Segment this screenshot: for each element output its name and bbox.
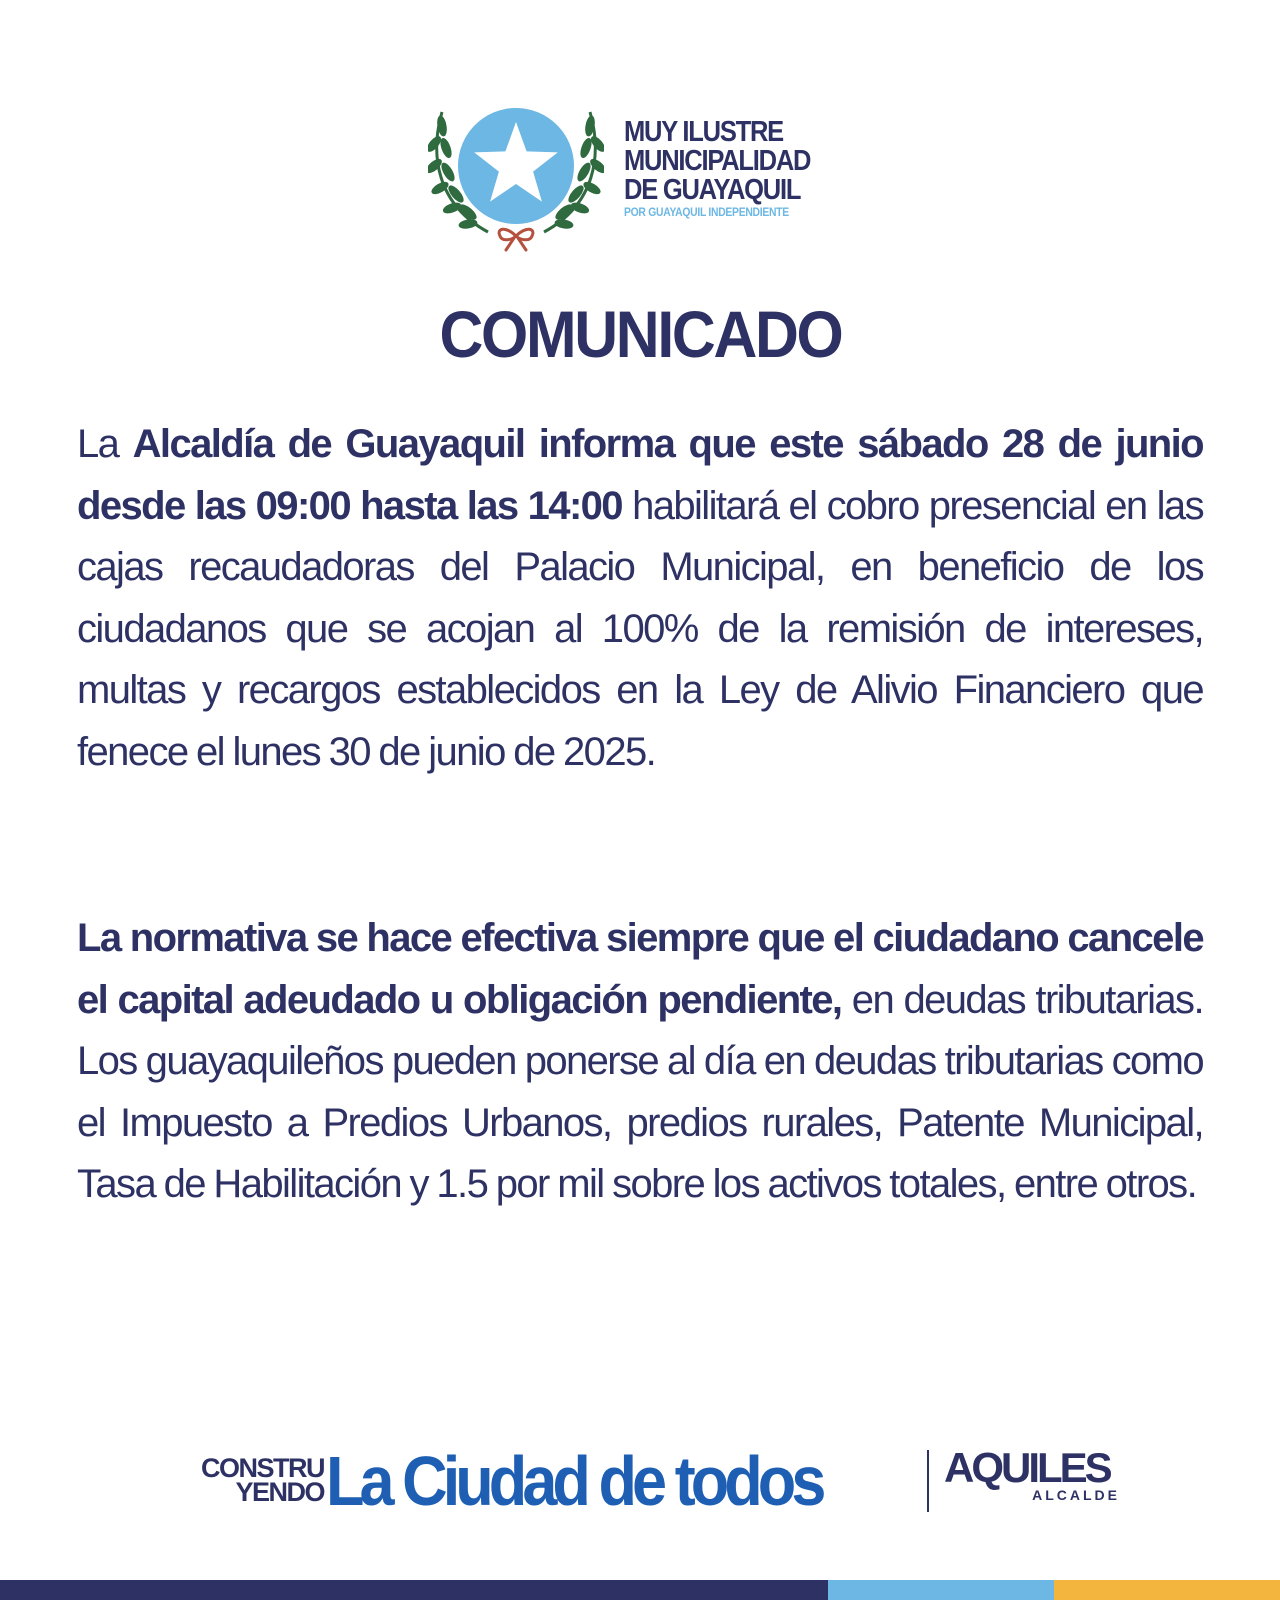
- paragraph-1-rest: habilitará el cobro presencial en las cajas recaudadoras del Palacio Municipal, en beneficio de los ciudadanos que se acojan al 100% de la remisión de intereses, multas y recargos establecidos en la Ley de Alivio Financiero que fenece el lunes 30 de junio de 2025.: [77, 483, 1203, 774]
- page-title: [0, 296, 1280, 372]
- paragraph-2-bold: La normativa se hace efectiva siempre que el ciudadano cancele el capital adeudado u obligación pendiente,: [77, 916, 1203, 1022]
- paragraph-1-intro: La: [77, 422, 133, 466]
- logo-line-1: MUY ILUSTRE: [624, 116, 783, 148]
- paragraph-1-bold: Alcaldía de Guayaquil informa que este sábado 28 de junio desde las 09:00 hasta las 14:00: [77, 422, 1203, 528]
- mayor-signature: [944, 1444, 1144, 1503]
- slogan-text: La Ciudad de todos: [326, 1442, 822, 1520]
- construyendo-text: [154, 1453, 324, 1507]
- bottom-color-bar: [0, 1580, 1280, 1600]
- construyendo-line-2: YENDO: [235, 1477, 324, 1507]
- page-title-text: COMUNICADO: [438, 297, 842, 371]
- mayor-name: AQUILES: [944, 1444, 1110, 1491]
- logo-tagline: POR GUAYAQUIL INDEPENDIENTE: [624, 207, 789, 219]
- bar-segment-navy: [0, 1580, 828, 1600]
- star-laurel-emblem-icon: [428, 104, 604, 254]
- municipality-logo: [428, 104, 858, 254]
- paragraph-2-rest: en deudas tributarias. Los guayaquileños pueden ponerse al día en deudas tributarias como el Impuesto a Predios Urbanos, predios rurales, Patente Municipal, Tasa de Habilitación y 1.5 por mil sobre los activos totales, entre otros.: [77, 977, 1203, 1206]
- logo-line-3: DE GUAYAQUIL: [624, 174, 801, 206]
- mayor-role: ALCALDE: [1032, 1487, 1120, 1503]
- logo-line-2: MUNICIPALIDAD: [624, 145, 811, 177]
- footer-divider: [927, 1450, 929, 1512]
- logo-wordmark: [624, 118, 864, 220]
- construyendo-line-1: CONSTRU: [201, 1453, 324, 1483]
- paragraph-1: [77, 414, 1203, 783]
- bar-segment-blue: [828, 1580, 1054, 1600]
- footer-slogan: [154, 1442, 1134, 1520]
- paragraph-2: [77, 908, 1203, 1216]
- bar-segment-yellow: [1054, 1580, 1280, 1600]
